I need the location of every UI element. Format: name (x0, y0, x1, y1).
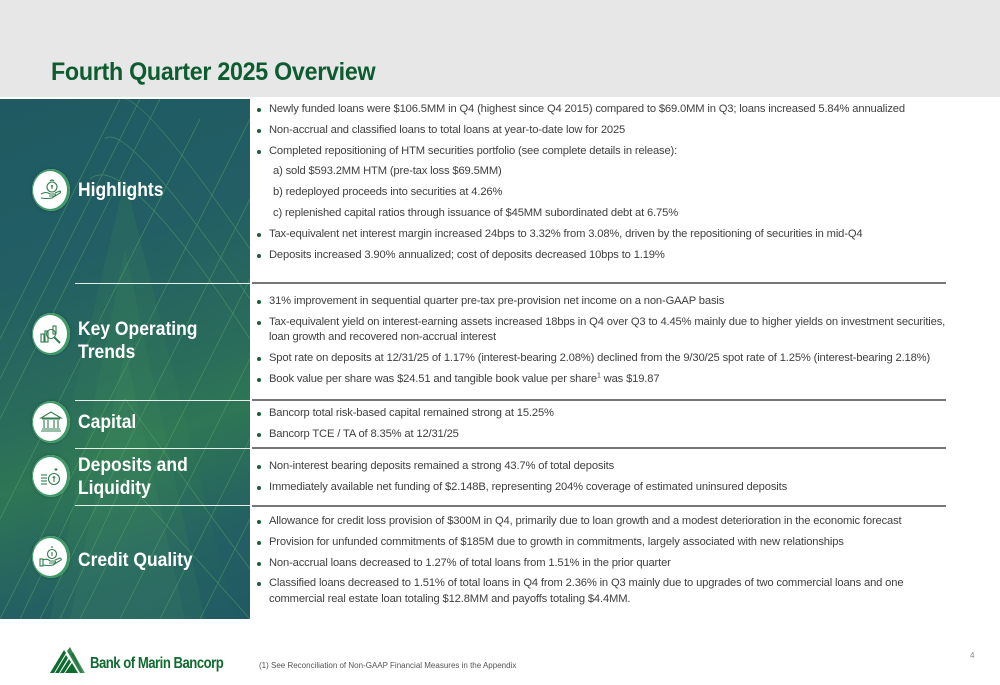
key-operating-trends-bullet-list (256, 294, 946, 387)
list-item: 31% improvement in sequential quarter pre-tax pre-provision net income on a non-GAAP basis (256, 294, 946, 310)
credit-quality-icon-badge (32, 536, 70, 578)
highlights-content (256, 102, 946, 268)
section-divider (252, 399, 946, 401)
hand-coin-icon (38, 544, 64, 570)
credit-quality-content (256, 514, 946, 613)
list-item: Deposits increased 3.90% annualized; cost of deposits decreased 10bps to 1.19% (256, 248, 946, 264)
bank-building-icon (38, 409, 64, 435)
list-item: Provision for unfunded commitments of $185M due to growth in commitments, largely associated with new relationships (256, 535, 946, 551)
sub-list-item: a) sold $593.2MM HTM (pre-tax loss $69.5MM) (273, 165, 502, 178)
highlights-icon-badge (32, 169, 70, 211)
left-divider (75, 505, 250, 506)
list-item: Immediately available net funding of $2.148B, representing 204% coverage of estimated uninsured deposits (256, 480, 946, 496)
sub-list-item: b) redeployed proceeds into securities at 4.26% (273, 186, 503, 199)
deposits-liquidity-bullet-list (256, 459, 946, 495)
list-item: Allowance for credit loss provision of $300M in Q4, primarily due to loan growth and a modest deterioration in the economic forecast (256, 514, 946, 530)
highlights-bullet-list (256, 102, 946, 263)
section-label-credit-quality: Credit Quality (78, 550, 193, 571)
deposits-liquidity-icon-badge (32, 455, 70, 497)
list-item: Non-interest bearing deposits remained a strong 43.7% of total deposits (256, 459, 946, 475)
list-item: Tax-equivalent net interest margin increased 24bps to 3.32% from 3.08%, driven by the repositioning of securities in mid-Q4 (256, 227, 946, 243)
list-item: Newly funded loans were $106.5MM in Q4 (highest since Q4 2015) compared to $69.0MM in Q3; loans increased 5.84% annualized (256, 102, 946, 118)
left-divider (75, 400, 250, 401)
section-label-key-operating-trends: Key Operating Trends (78, 319, 198, 363)
list-item: Book value per share was $24.51 and tangible book value per share$^1$ was $19.87 (256, 372, 946, 388)
deposits-liquidity-content (256, 459, 946, 501)
list-item: Bancorp total risk-based capital remained strong at 15.25% (256, 406, 946, 422)
page-title: Fourth Quarter 2025 Overview (51, 58, 376, 86)
list-item: Non-accrual loans decreased to 1.27% of total loans from 1.51% in the prior quarter (256, 556, 946, 572)
sub-list-item: c) replenished capital ratios through issuance of $45MM subordinated debt at 6.75% (273, 206, 678, 219)
list-item: Tax-equivalent yield on interest-earning assets increased 18bps in Q4 over Q3 to 4.45% mainly due to higher yields on investment securities, loan growth and recovered non-accrual interest (256, 315, 946, 346)
capital-content (256, 406, 946, 448)
company-name: Bank of Marin Bancorp (90, 655, 224, 672)
key-operating-trends-content (256, 294, 946, 393)
credit-quality-bullet-list (256, 514, 946, 607)
left-divider (75, 448, 250, 449)
money-bag-hand-icon (38, 177, 64, 203)
left-divider (75, 283, 250, 284)
key-operating-trends-icon-badge (32, 313, 70, 355)
footnote: (1) See Reconciliation of Non-GAAP Financial Measures in the Appendix (259, 661, 517, 670)
capital-icon-badge (32, 401, 70, 443)
chart-magnifier-icon (38, 321, 64, 347)
section-label-panel (0, 99, 250, 619)
section-divider (252, 282, 946, 284)
section-divider (252, 505, 946, 507)
list-item: Completed repositioning of HTM securities portfolio (see complete details in release): (256, 144, 946, 160)
mountain-logo-icon (50, 647, 86, 673)
section-label-capital: Capital (78, 412, 137, 433)
section-label-highlights: Highlights (78, 180, 164, 201)
list-item: Classified loans decreased to 1.51% of total loans in Q4 from 2.36% in Q3 mainly due to upgrades of two commercial loans and one commercial real estate loan totaling $12.8MM and payoffs totaling $4.4MM. (256, 576, 946, 607)
page-number: 4 (970, 651, 975, 660)
list-item: Spot rate on deposits at 12/31/25 of 1.17% (interest-bearing 2.08%) declined from the 9/30/25 spot rate of 1.25% (interest-bearing 2.18%) (256, 351, 946, 367)
capital-bullet-list (256, 406, 946, 442)
footnote-marker: 1 (596, 372, 601, 380)
company-logo (50, 647, 253, 673)
list-item: Bancorp TCE / TA of 8.35% at 12/31/25 (256, 427, 946, 443)
section-label-deposits-liquidity: Deposits and Liquidity (78, 455, 188, 499)
section-divider (252, 447, 946, 449)
coin-stacks-icon (38, 463, 64, 489)
list-item: Non-accrual and classified loans to total loans at year-to-date low for 2025 (256, 123, 946, 139)
